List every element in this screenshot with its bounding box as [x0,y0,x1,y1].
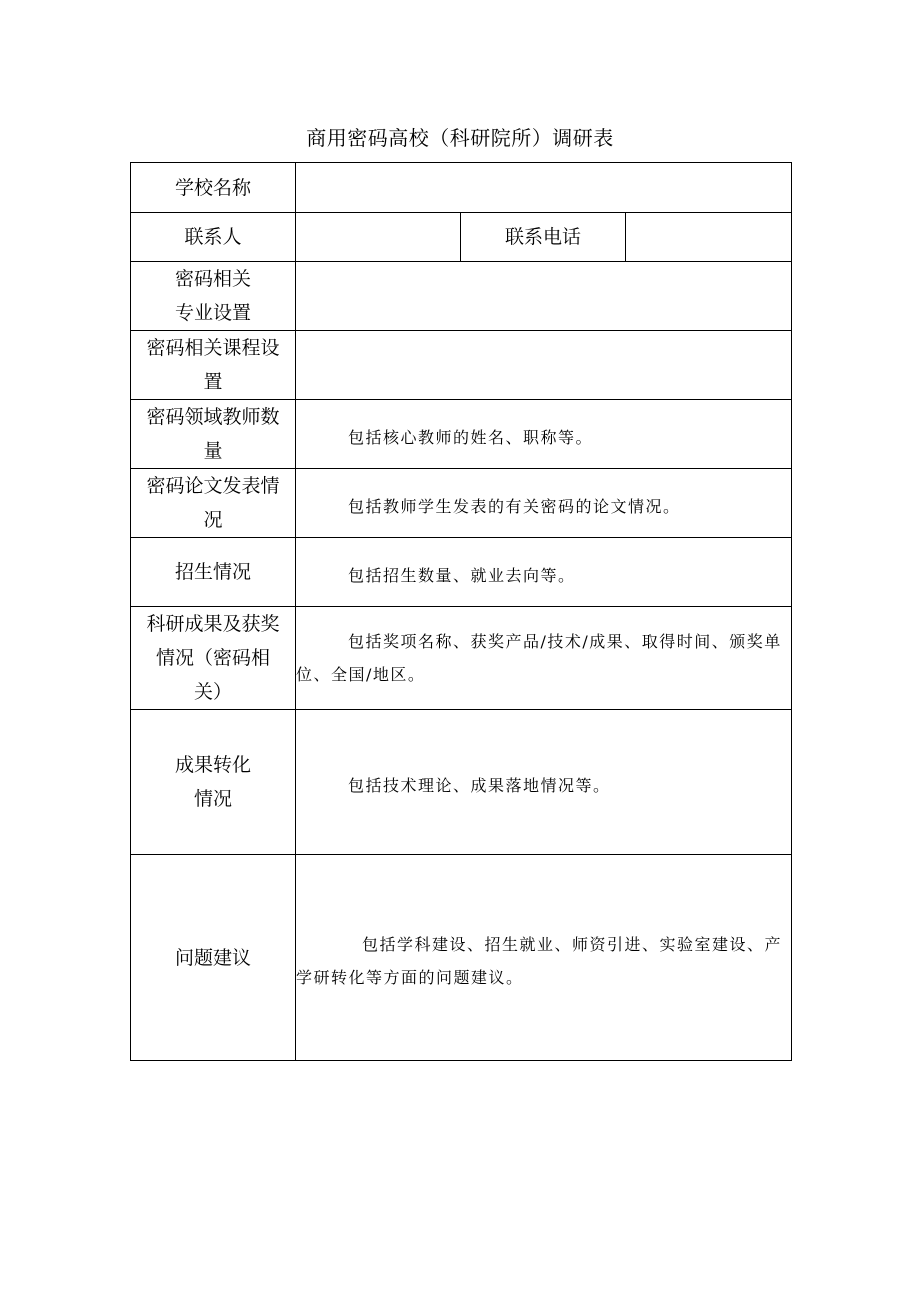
school-name-field[interactable] [296,163,792,213]
papers-field[interactable] [296,469,792,538]
row-teachers [131,400,792,469]
papers-label-line2: 况 [203,509,223,531]
suggestions-hint: 包括学科建设、招生就业、师资引进、实验室建设、产学研转化等方面的问题建议。 [296,934,783,987]
majors-label-line2: 专业设置 [174,302,251,324]
majors-label [131,262,296,331]
enrollment-hint: 包括招生数量、就业去向等。 [348,565,576,585]
row-papers [131,469,792,538]
research-hint: 包括奖项名称、获奖产品/技术/成果、取得时间、颁奖单位、全国/地区。 [296,632,782,684]
row-transfer [131,710,792,855]
transfer-hint: 包括技术理论、成果落地情况等。 [348,775,611,795]
row-majors [131,262,792,331]
contact-person-field[interactable] [296,213,461,262]
enrollment-label: 招生情况 [131,538,296,607]
courses-label-line2: 置 [203,371,223,393]
research-label-line2: 情况（密码相 [155,647,270,669]
school-name-label: 学校名称 [131,163,296,213]
papers-label-line1: 密码论文发表情 [146,475,280,497]
transfer-label-line2: 情况 [193,788,232,810]
row-school-name [131,163,792,213]
teachers-hint: 包括核心教师的姓名、职称等。 [348,427,594,447]
suggestions-label: 问题建议 [131,855,296,1061]
research-label-line3: 关） [193,681,232,703]
teachers-label-line1: 密码领域教师数 [146,406,280,428]
papers-hint: 包括教师学生发表的有关密码的论文情况。 [348,496,681,516]
enrollment-field[interactable] [296,538,792,607]
contact-person-label: 联系人 [131,213,296,262]
survey-table [130,162,792,1061]
row-courses [131,331,792,400]
courses-field[interactable] [296,331,792,400]
majors-field[interactable] [296,262,792,331]
suggestions-field[interactable] [296,855,792,1061]
research-label-line1: 科研成果及获奖 [146,613,280,635]
papers-label [131,469,296,538]
majors-label-line1: 密码相关 [174,268,251,290]
row-suggestions [131,855,792,1061]
research-label [131,607,296,710]
teachers-field[interactable] [296,400,792,469]
contact-phone-label: 联系电话 [461,213,626,262]
courses-label [131,331,296,400]
transfer-label [131,710,296,855]
transfer-label-line1: 成果转化 [174,754,251,776]
row-research [131,607,792,710]
research-field[interactable] [296,607,792,710]
row-contact [131,213,792,262]
teachers-label-line2: 量 [203,440,223,462]
page-title: 商用密码高校（科研院所）调研表 [306,126,614,150]
teachers-label [131,400,296,469]
row-enrollment [131,538,792,607]
courses-label-line1: 密码相关课程设 [146,337,280,359]
transfer-field[interactable] [296,710,792,855]
contact-phone-field[interactable] [626,213,792,262]
